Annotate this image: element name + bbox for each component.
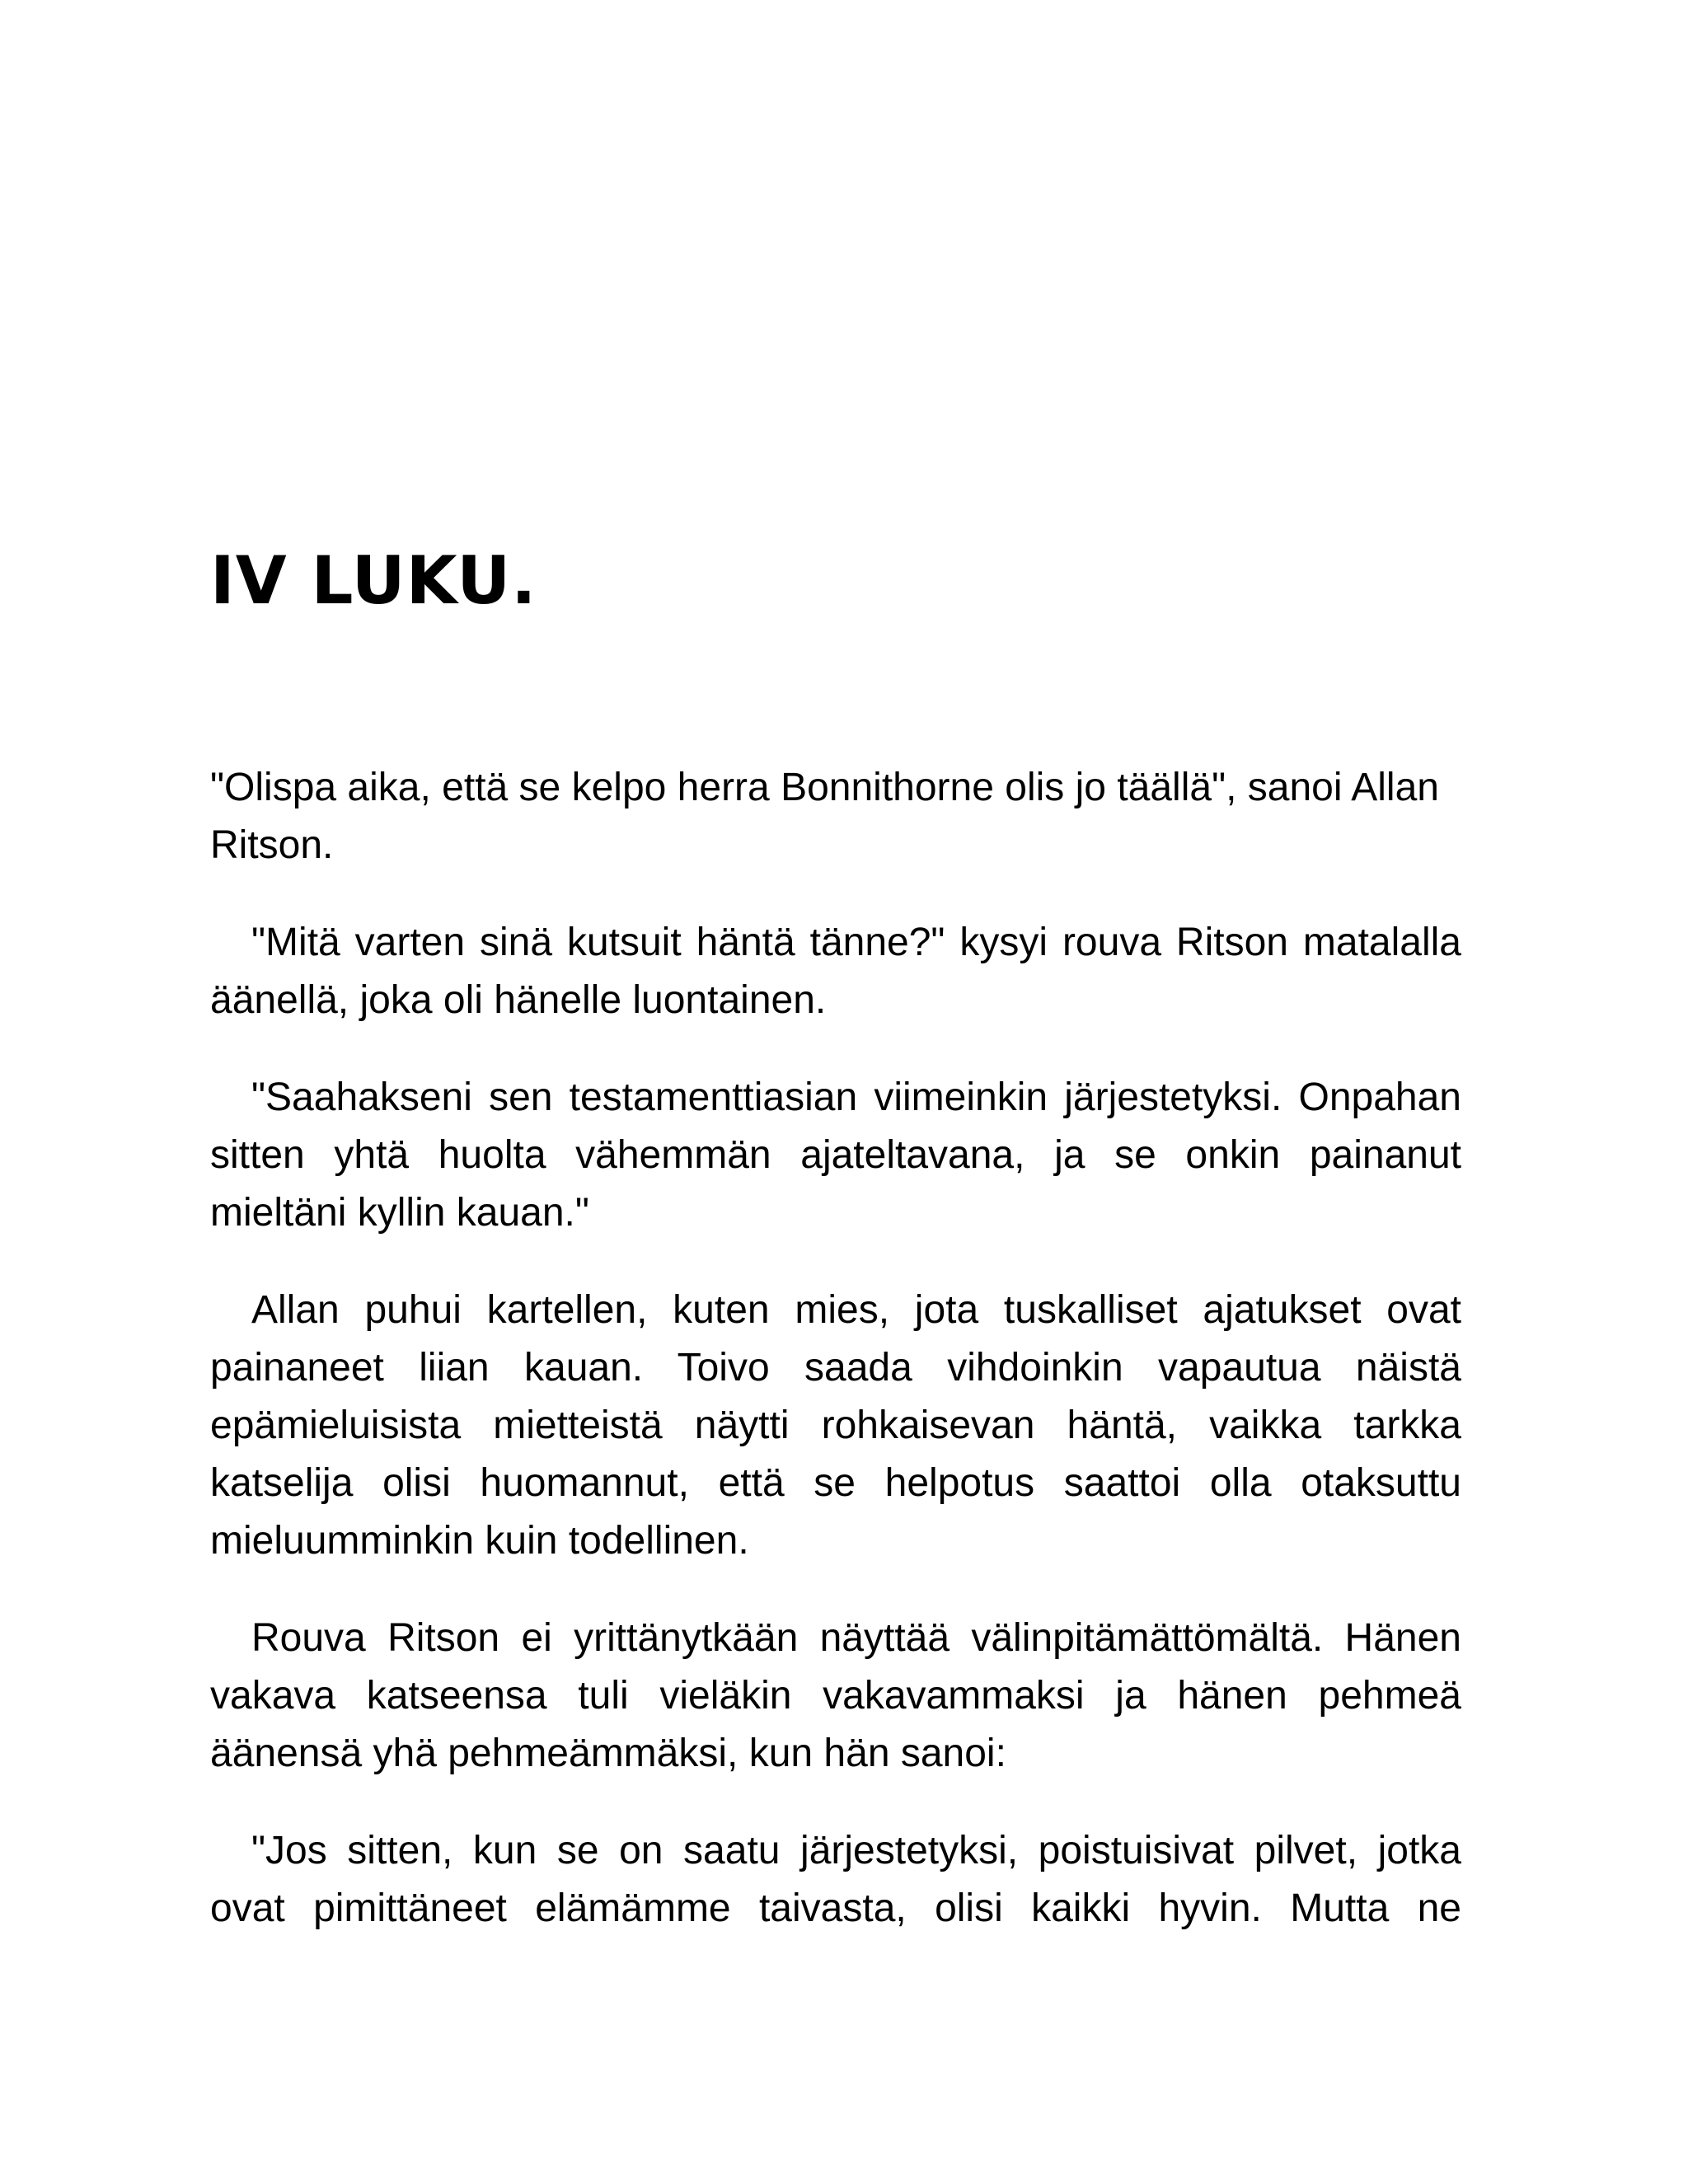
paragraph-3: "Saahakseni sen testamenttiasian viimeinkin järjestetyksi. Onpahan sitten yhtä huolta vähemmän ajateltavana, ja se onkin painanut mieltäni kyllin kauan." (210, 1076, 1461, 1235)
paragraph-4: Allan puhui kartellen, kuten mies, jota tuskalliset ajatukset ovat painaneet liian kauan. Toivo saada vihdoinkin vapautua näistä epämieluisista mietteistä näytti rohkaisevan häntä, vaikka tarkka katselija olisi huomannut, että se helpotus saattoi olla otaksuttu mieluumminkin kuin todellinen. (210, 1288, 1461, 1563)
chapter-title: IV LUKU. (210, 542, 537, 619)
book-page (210, 0, 1461, 2184)
paragraph-5: Rouva Ritson ei yrittänytkään näyttää välinpitämättömältä. Hänen vakava katseensa tuli vieläkin vakavammaksi ja hänen pehmeä äänensä yhä pehmeämmäksi, kun hän sanoi: (210, 1616, 1461, 1775)
paragraph-2: "Mitä varten sinä kutsuit häntä tänne?" kysyi rouva Ritson matalalla äänellä, joka oli hänelle luontainen. (210, 921, 1461, 1022)
paragraph-6: "Jos sitten, kun se on saatu järjestetyksi, poistuisivat pilvet, jotka ovat pimittäneet elämämme taivasta, olisi kaikki hyvin. Mutta ne (210, 1829, 1461, 1930)
chapter-body (210, 759, 1461, 1977)
paragraph-1: "Olispa aika, että se kelpo herra Bonnithorne olis jo täällä", sanoi Allan Ritson. (210, 766, 1439, 867)
